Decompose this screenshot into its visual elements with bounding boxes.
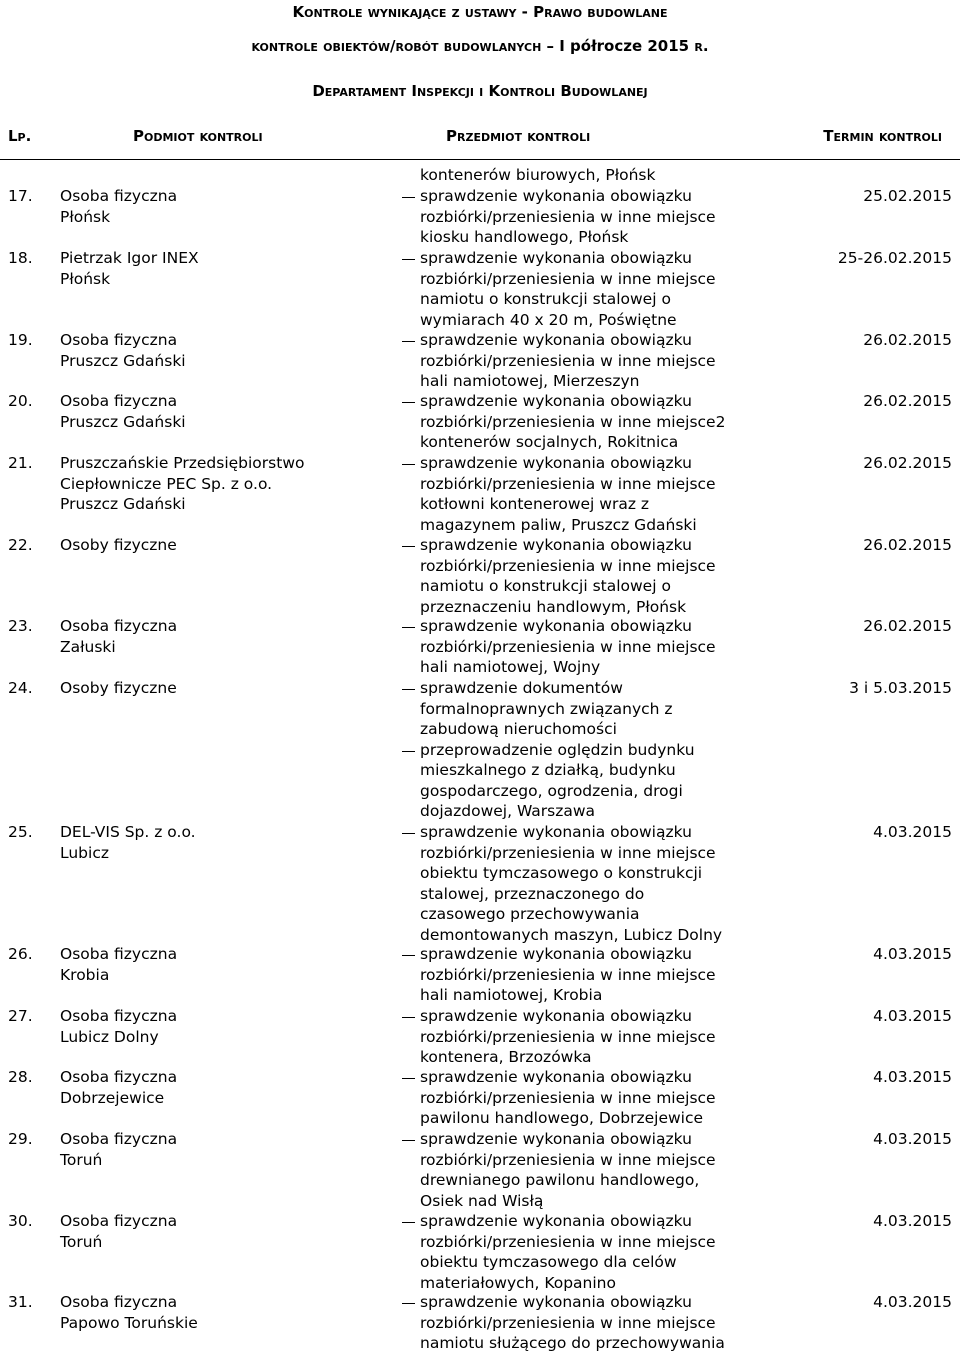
item-line: sprawdzenie wykonania obowiązku — [420, 1007, 692, 1025]
item-line: namiotu o konstrukcji stalowej o — [420, 577, 671, 595]
subject-line: Pruszczańskie Przedsiębiorstwo — [60, 454, 305, 472]
inspection-date: 26.02.2015 — [863, 392, 952, 410]
item-line: rozbiórki/przeniesienia w inne miejsce — [420, 637, 716, 656]
row-number: 28. — [8, 1068, 33, 1086]
item-line: zabudową nieruchomości — [420, 720, 617, 738]
inspection-date: 4.03.2015 — [873, 1293, 952, 1311]
item-line: gospodarczego, ogrodzenia, drogi — [420, 781, 683, 800]
item-line: sprawdzenie dokumentów — [420, 679, 623, 697]
column-header-subject: Podmiot kontroli — [133, 127, 263, 145]
item-line: kontenera, Brzozówka — [420, 1048, 592, 1066]
item-line: magazynem paliw, Pruszcz Gdański — [420, 515, 697, 534]
item-line: dojazdowej, Warszawa — [420, 802, 596, 820]
row-subject — [60, 1292, 380, 1333]
item-line: sprawdzenie wykonania obowiązku — [420, 454, 692, 472]
item-line: hali namiotowej, Mierzeszyn — [420, 372, 640, 390]
subject-line: Osoba fizyczna — [60, 617, 178, 635]
row-subject — [60, 535, 380, 556]
header-rule — [0, 159, 960, 160]
row-subject — [60, 391, 380, 432]
inspection-item — [420, 1067, 716, 1129]
subject-line: Płońsk — [60, 269, 111, 288]
item-line: kontenerów socjalnych, Rokitnica — [420, 433, 679, 451]
item-line: hali namiotowej, Wojny — [420, 658, 601, 676]
inspection-date: 25-26.02.2015 — [837, 249, 952, 267]
subject-line: Załuski — [60, 637, 116, 656]
column-header-date: Termin kontroli — [823, 127, 942, 145]
subject-line: Osoba fizyczna — [60, 331, 178, 349]
subject-line: Papowo Toruńskie — [60, 1313, 198, 1332]
item-line: przeznaczeniu handlowym, Płońsk — [420, 597, 687, 616]
dash-bullet-icon — [402, 1140, 415, 1141]
item-line: rozbiórki/przeniesienia w inne miejsce — [420, 1232, 716, 1251]
subject-line: Toruń — [60, 1150, 103, 1169]
item-line: kiosku handlowego, Płońsk — [420, 228, 629, 246]
item-line: stalowej, przeznaczonego do — [420, 884, 645, 903]
subject-line: Pruszcz Gdański — [60, 351, 186, 370]
row-number: 25. — [8, 823, 33, 841]
subject-line: Lubicz Dolny — [60, 1027, 159, 1046]
row-number: 29. — [8, 1130, 33, 1148]
item-line: sprawdzenie wykonania obowiązku — [420, 617, 692, 635]
item-line: sprawdzenie wykonania obowiązku — [420, 331, 692, 349]
dash-bullet-icon — [402, 1222, 415, 1223]
item-line: Osiek nad Wisłą — [420, 1191, 544, 1210]
inspection-item — [420, 1211, 716, 1293]
subject-line: Lubicz — [60, 843, 109, 862]
item-line: sprawdzenie wykonania obowiązku — [420, 249, 692, 267]
item-line: rozbiórki/przeniesienia w inne miejsce — [420, 351, 716, 370]
item-line: materiałowych, Kopanino — [420, 1273, 616, 1292]
row-subject — [60, 822, 380, 863]
item-line: rozbiórki/przeniesienia w inne miejsce — [420, 556, 716, 575]
subject-line: Pruszcz Gdański — [60, 495, 186, 513]
inspection-item — [420, 535, 716, 617]
inspection-item — [420, 1129, 716, 1211]
inspection-item — [420, 740, 695, 822]
item-line: rozbiórki/przeniesienia w inne miejsce — [420, 1088, 716, 1107]
row-subject — [60, 1129, 380, 1170]
item-line: sprawdzenie wykonania obowiązku — [420, 945, 692, 963]
item-line: demontowanych maszyn, Lubicz Dolny — [420, 925, 723, 944]
item-line: obiektu tymczasowego o konstrukcji — [420, 864, 703, 882]
subject-line: Osoba fizyczna — [60, 945, 178, 963]
inspection-date: 4.03.2015 — [873, 1130, 952, 1148]
row-number: 27. — [8, 1007, 33, 1025]
title-part-1: Kontrole wynikające z ustawy — [292, 3, 517, 21]
item-line: namiotu o konstrukcji stalowej o — [420, 290, 671, 308]
subject-line: Pietrzak Igor INEX — [60, 249, 199, 267]
dash-bullet-icon — [402, 627, 415, 628]
item-line: przeprowadzenie oględzin budynku — [420, 740, 695, 759]
dash-bullet-icon — [402, 751, 415, 752]
column-header-object: Przedmiot kontroli — [446, 127, 591, 145]
inspection-item — [420, 453, 716, 535]
subject-line: Toruń — [60, 1232, 103, 1251]
dash-bullet-icon — [402, 546, 415, 547]
inspection-date: 26.02.2015 — [863, 536, 952, 554]
row-subject — [60, 186, 380, 227]
document-title — [0, 3, 960, 21]
row-subject — [60, 616, 380, 657]
row-number: 18. — [8, 249, 33, 267]
item-line: sprawdzenie wykonania obowiązku — [420, 1068, 692, 1086]
row-number: 20. — [8, 392, 33, 410]
inspection-item — [420, 186, 716, 248]
item-line: obiektu tymczasowego dla celów — [420, 1253, 677, 1271]
item-line: rozbiórki/przeniesienia w inne miejsce — [420, 1313, 716, 1332]
row-number: 26. — [8, 945, 33, 963]
subject-line: Osoba fizyczna — [60, 1007, 178, 1025]
inspection-date: 3 i 5.03.2015 — [849, 679, 952, 697]
department-name — [0, 82, 960, 100]
inspection-item — [420, 678, 673, 740]
item-line: rozbiórki/przeniesienia w inne miejsce2 — [420, 412, 726, 431]
inspection-item — [420, 944, 716, 1006]
row-subject — [60, 1006, 380, 1047]
subject-line: Osoba fizyczna — [60, 1130, 178, 1148]
dash-bullet-icon — [402, 197, 415, 198]
dash-bullet-icon — [402, 833, 415, 834]
item-line: sprawdzenie wykonania obowiązku — [420, 1130, 692, 1148]
column-header-lp: Lp. — [8, 127, 32, 145]
item-line: pawilonu handlowego, Dobrzejewice — [420, 1109, 704, 1127]
subject-line: Ciepłownicze PEC Sp. z o.o. — [60, 474, 273, 493]
item-line: sprawdzenie wykonania obowiązku — [420, 823, 692, 841]
dash-bullet-icon — [402, 402, 415, 403]
inspection-date: 4.03.2015 — [873, 945, 952, 963]
row-number: 17. — [8, 187, 33, 205]
document-subtitle — [0, 37, 960, 55]
subtitle-part-1: kontrole obiektów/robót budowlanych — [251, 37, 542, 55]
item-line: sprawdzenie wykonania obowiązku — [420, 536, 692, 554]
row-number: 24. — [8, 679, 33, 697]
dash-bullet-icon — [402, 464, 415, 465]
inspection-date: 25.02.2015 — [863, 187, 952, 205]
inspection-item — [420, 1292, 725, 1354]
item-line: rozbiórki/przeniesienia w inne miejsce — [420, 269, 716, 288]
dash-bullet-icon — [402, 689, 415, 690]
inspection-date: 26.02.2015 — [863, 331, 952, 349]
row-subject — [60, 330, 380, 371]
row-subject — [60, 453, 380, 515]
subject-line: Krobia — [60, 965, 110, 984]
dash-bullet-icon — [402, 1017, 415, 1018]
row-number: 31. — [8, 1293, 33, 1311]
item-line: kotłowni kontenerowej wraz z — [420, 495, 650, 513]
row-subject — [60, 248, 380, 289]
subtitle-suffix: r. — [689, 37, 709, 55]
dash-bullet-icon — [402, 955, 415, 956]
inspection-item — [420, 822, 722, 945]
subtitle-period: I półrocze 2015 — [559, 37, 690, 55]
dash-bullet-icon — [402, 259, 415, 260]
inspection-date: 4.03.2015 — [873, 1007, 952, 1025]
inspection-item — [420, 330, 716, 392]
item-line: drewnianego pawilonu handlowego, — [420, 1171, 700, 1189]
row-subject — [60, 678, 380, 699]
dash-bullet-icon — [402, 341, 415, 342]
inspection-date: 4.03.2015 — [873, 1068, 952, 1086]
subject-line: DEL-VIS Sp. z o.o. — [60, 823, 196, 841]
subject-line: Osoba fizyczna — [60, 1068, 178, 1086]
inspection-date: 26.02.2015 — [863, 454, 952, 472]
row-number: 22. — [8, 536, 33, 554]
inspection-item — [420, 1006, 716, 1068]
subject-line: Osoby fizyczne — [60, 536, 177, 554]
item-line: rozbiórki/przeniesienia w inne miejsce — [420, 965, 716, 984]
row-number: 19. — [8, 331, 33, 349]
item-line: sprawdzenie wykonania obowiązku — [420, 392, 692, 410]
item-line: sprawdzenie wykonania obowiązku — [420, 1293, 692, 1311]
subtitle-separator: – — [541, 37, 560, 55]
item-line: hali namiotowej, Krobia — [420, 986, 603, 1004]
inspection-item — [420, 248, 716, 330]
row-number: 30. — [8, 1212, 33, 1230]
subject-line: Pruszcz Gdański — [60, 412, 186, 431]
subject-line: Osoby fizyczne — [60, 679, 177, 697]
department-label: Departament Inspekcji i Kontroli Budowlanej — [312, 82, 648, 100]
title-separator: - — [516, 3, 534, 21]
subject-line: Płońsk — [60, 207, 111, 226]
row-number: 23. — [8, 617, 33, 635]
subject-line: Dobrzejewice — [60, 1088, 165, 1107]
item-line: rozbiórki/przeniesienia w inne miejsce — [420, 1150, 716, 1169]
item-line: formalnoprawnych związanych z — [420, 699, 673, 718]
item-line: rozbiórki/przeniesienia w inne miejsce — [420, 207, 716, 226]
subject-line: Osoba fizyczna — [60, 187, 178, 205]
subject-line: Osoba fizyczna — [60, 1212, 178, 1230]
inspection-item — [420, 391, 725, 453]
item-line: wymiarach 40 x 20 m, Poświętne — [420, 310, 677, 329]
item-line: namiotu służącego do przechowywania — [420, 1334, 725, 1352]
row-number: 21. — [8, 454, 33, 472]
item-line: rozbiórki/przeniesienia w inne miejsce — [420, 474, 716, 493]
inspection-item — [420, 616, 716, 678]
item-line: sprawdzenie wykonania obowiązku — [420, 187, 692, 205]
row-subject — [60, 1211, 380, 1252]
title-part-2: Prawo budowlane — [533, 3, 668, 21]
subject-line: Osoba fizyczna — [60, 392, 178, 410]
subject-line: Osoba fizyczna — [60, 1293, 178, 1311]
item-line: mieszkalnego z działką, budynku — [420, 761, 676, 779]
continued-text: kontenerów biurowych, Płońsk — [420, 166, 656, 184]
item-line: sprawdzenie wykonania obowiązku — [420, 1212, 692, 1230]
row-subject — [60, 944, 380, 985]
dash-bullet-icon — [402, 1303, 415, 1304]
item-line: czasowego przechowywania — [420, 905, 640, 923]
inspection-date: 4.03.2015 — [873, 1212, 952, 1230]
item-line: rozbiórki/przeniesienia w inne miejsce — [420, 1027, 716, 1046]
row-subject — [60, 1067, 380, 1108]
inspection-date: 4.03.2015 — [873, 823, 952, 841]
dash-bullet-icon — [402, 1078, 415, 1079]
inspection-date: 26.02.2015 — [863, 617, 952, 635]
item-line: rozbiórki/przeniesienia w inne miejsce — [420, 843, 716, 862]
